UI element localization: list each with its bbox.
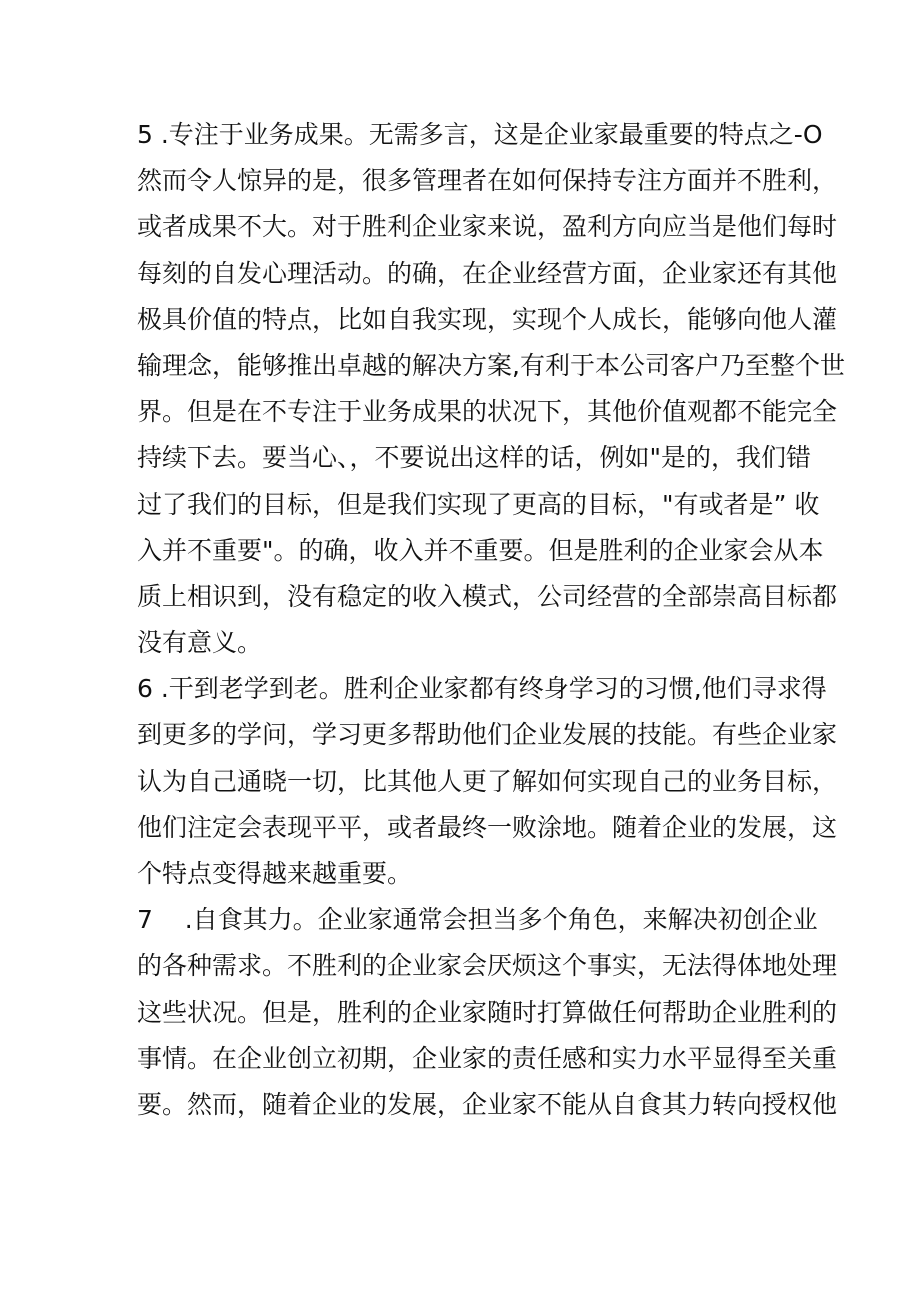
text-line: 5 .专注于业务成果。无需多言，这是企业家最重要的特点之-O (137, 120, 823, 149)
text-line: 这些状况。但是，胜利的企业家随时打算做任何帮助企业胜利的 (137, 997, 838, 1027)
text-line: 认为自己通晓一切，比其他人更了解如何实现自己的业务目标， (137, 766, 838, 796)
text-line: 要。然而，随着企业的发展，企业家不能从自食其力转向授权他 (137, 1089, 838, 1119)
text-line: 到更多的学问，学习更多帮助他们企业发展的技能。有些企业家 (137, 720, 838, 750)
text-line: 然而令人惊异的是，很多管理者在如何保持专注方面并不胜利， (137, 166, 838, 196)
text-line: 7 .自食其力。企业家通常会担当多个角色，来解决初创企业 (137, 905, 818, 935)
text-line: 入并不重要"。的确，收入并不重要。但是胜利的企业家会从本 (137, 535, 824, 565)
text-line: 或者成果不大。对于胜利企业家来说，盈利方向应当是他们每时 (137, 212, 838, 242)
text-line: 过了我们的目标，但是我们实现了更高的目标，"有或者是” 收 (137, 489, 820, 519)
text-line: 质上相识到，没有稳定的收入模式，公司经营的全部崇高目标都 (137, 581, 838, 611)
text-line: 个特点变得越来越重要。 (137, 859, 413, 888)
text-line: 没有意义。 (137, 628, 263, 658)
text-line: 6 .干到老学到老。胜利企业家都有终身学习的习惯,他们寻求得 (137, 674, 827, 704)
text-line: 他们注定会表现平平，或者最终一败涂地。随着企业的发展，这 (137, 812, 838, 842)
body-text (137, 112, 845, 1128)
text-line: 持续下去。要当心、，不要说出这样的话，例如"是的，我们错 (137, 443, 812, 473)
text-line: 的各种需求。不胜利的企业家会厌烦这个事实，无法得体地处理 (137, 951, 838, 981)
text-line: 界。但是在不专注于业务成果的状况下，其他价值观都不能完全 (137, 397, 838, 427)
text-line: 每刻的自发心理活动。的确，在企业经营方面，企业家还有其他 (137, 258, 838, 288)
text-line: 事情。在企业创立初期，企业家的责任感和实力水平显得至关重 (137, 1043, 838, 1073)
text-line: 极具价值的特点，比如自我实现，实现个人成长，能够向他人灌 (137, 304, 838, 334)
paragraph-7 (137, 897, 838, 1128)
text-line: 输理念，能够推出卓越的解决方案,有利于本公司客户乃至整个世 (137, 350, 845, 380)
paragraph-5 (137, 112, 845, 666)
paragraph-6 (137, 666, 838, 897)
